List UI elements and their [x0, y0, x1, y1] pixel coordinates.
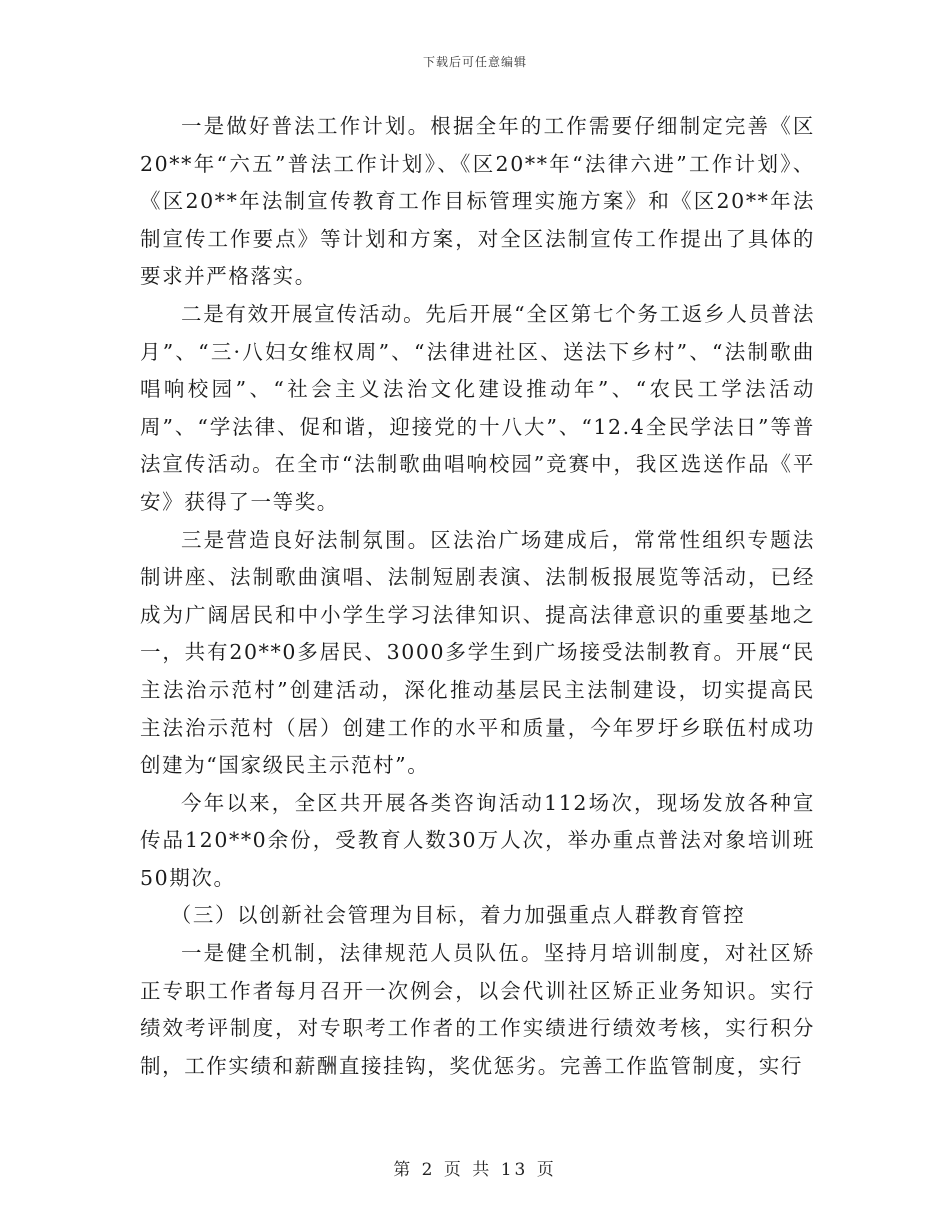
page-header: 下载后可任意编辑 — [422, 55, 527, 69]
document-body — [140, 108, 815, 1085]
paragraph-publicity-activities: 二是有效开展宣传活动。先后开展“全区第七个务工返乡人员普法月”、“三·八妇女维权周”、“法律进社区、送法下乡村”、“法制歌曲唱响校园”、“社会主义法治文化建设推动年”、“农民工学法活动周”、“学法律、促和谐，迎接党的十八大”、“12.4全民学法日”等普法宣传活动。在全市“法制歌曲唱响校园”竞赛中，我区选送作品《平安》获得了一等奖。 — [140, 301, 815, 514]
paragraph-legal-atmosphere: 三是营造良好法制氛围。区法治广场建成后，常常性组织专题法制讲座、法制歌曲演唱、法制短剧表演、法制板报展览等活动，已经成为广阔居民和中小学生学习法律知识、提高法律意识的重要基地之一，共有20**0多居民、3000多学生到广场接受法制教育。开展“民主法治示范村”创建活动，深化推动基层民主法制建设，切实提高民主法治示范村（居）创建工作的水平和质量，今年罗圩乡联伍村成功创建为“国家级民主示范村”。 — [140, 527, 815, 778]
paragraph-annual-statistics: 今年以来，全区共开展各类咨询活动112场次，现场发放各种宣传品120**0余份，受教育人数30万人次，举办重点普法对象培训班50期次。 — [140, 790, 815, 890]
paragraph-work-plan: 一是做好普法工作计划。根据全年的工作需要仔细制定完善《区20**年“六五”普法工作计划》、《区20**年“法律六进”工作计划》、《区20**年法制宣传教育工作目标管理实施方案》和《区20**年法制宣传工作要点》等计划和方案，对全区法制宣传工作提出了具体的要求并严格落实。 — [140, 114, 815, 289]
page-number-footer: 第 2 页 共 13 页 — [393, 1160, 557, 1180]
section-heading: （三）以创新社会管理为目标，着力加强重点人群教育管控 — [170, 903, 746, 928]
paragraph-mechanism: 一是健全机制，法律规范人员队伍。坚持月培训制度，对社区矫正专职工作者每月召开一次例会，以会代训社区矫正业务知识。实行绩效考评制度，对专职考工作者的工作实绩进行绩效考核，实行积分制，工作实绩和薪酬直接挂钩，奖优惩劣。完善工作监管制度，实行 — [140, 941, 815, 1078]
